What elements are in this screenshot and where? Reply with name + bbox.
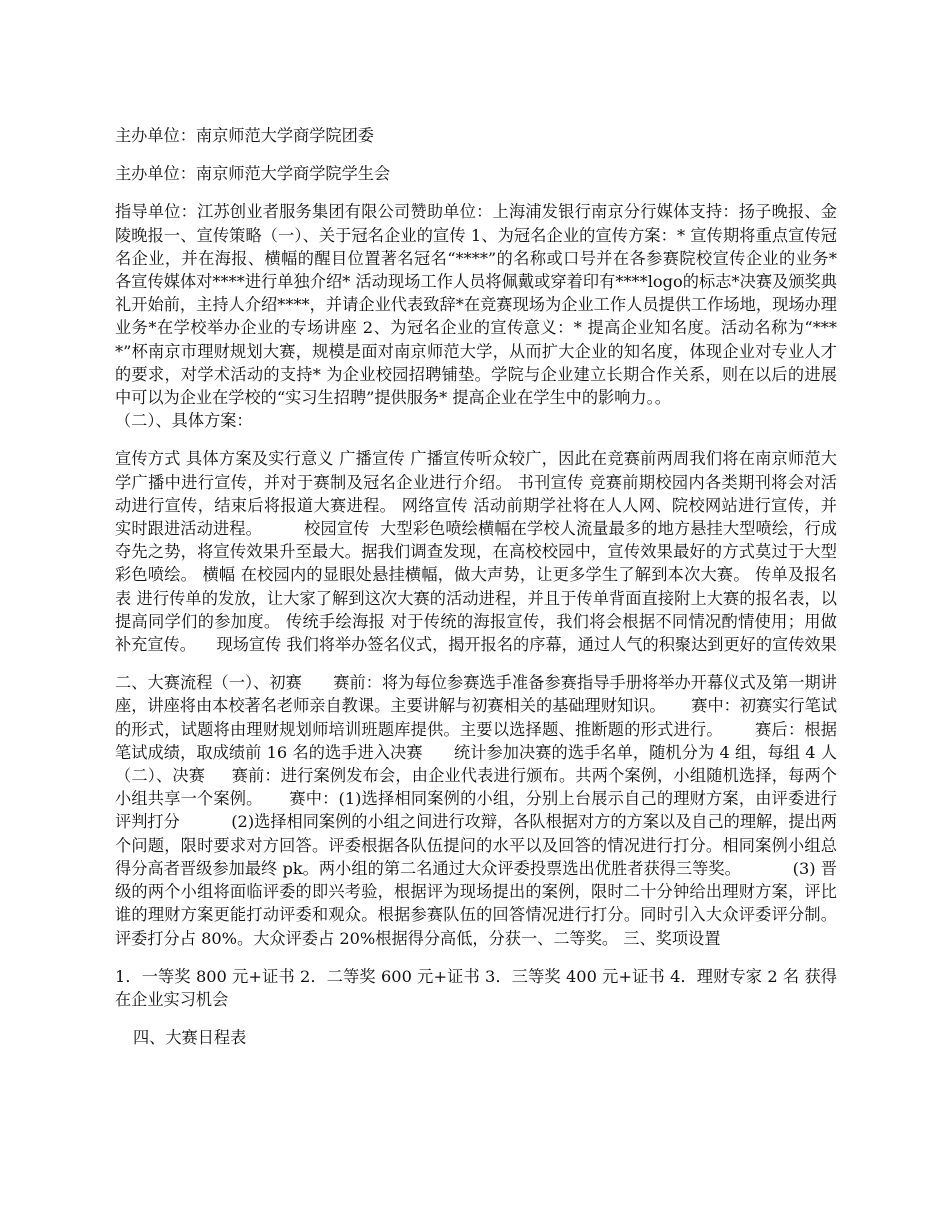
organizer-line-2: 主办单位：南京师范大学商学院学生会 bbox=[115, 164, 391, 184]
competition-process-paragraph: 二、大赛流程（一）、初赛 赛前：将为每位参赛选手准备参赛指导手册将举办开幕仪式及第一期讲座，讲座将由本校著名老师亲自教课。主要讲解与初赛相关的基础理财知识。 赛中：初赛实行笔试的形式，试题将由理财规划师培训班题库提供。主要以选择题、推断题的形式进行。 赛后：根据笔试成绩，取成绩前 16 名的选手进入决赛 统计参加决赛的选手名单，随机分为 4 组，每组 4 人（二）、决赛 赛前：进行案例发布会，由企业代表进行颁布。共两个案例，小组随机选择，每两个小组共享一个案例。 赛中：(1)选择相同案例的小组，分别上台展示自己的理财方案，由评委进行评判打分 (2)选择相同案例的小组之间进行攻辩，各队根据对方的方案以及自己的理解，提出两个问题，限时要求对方回答。评委根据各队伍提问的水平以及回答的情况进行打分。相同案例小组总得分高者晋级参加最终 pk。两小组的第二名通过大众评委投票选出优胜者获得三等奖。 (3) 晋级的两个小组将面临评委的即兴考验，根据评为现场提出的案例，限时二十分钟给出理财方案，评比谁的理财方案更能打动评委和观众。根据参赛队伍的回答情况进行打分。同时引入大众评委评分制。评委打分占 80%。大众评委占 20%根据得分高低，分获一、二等奖。 三、奖项设置 bbox=[115, 673, 837, 948]
awards-paragraph: 1．一等奖 800 元+证书 2．二等奖 600 元+证书 3．三等奖 400 元+证书 4．理财专家 2 名 获得在企业实习机会 bbox=[115, 966, 837, 1009]
schedule-heading: 四、大赛日程表 bbox=[133, 1028, 247, 1048]
organizer-line-1: 主办单位：南京师范大学商学院团委 bbox=[115, 126, 374, 145]
specific-plan-heading: （二）、具体方案： bbox=[115, 411, 253, 431]
sponsor-and-strategy-paragraph: 指导单位：江苏创业者服务集团有限公司赞助单位：上海浦发银行南京分行媒体支持：扬子晚报、金陵晚报一、宣传策略（一）、关于冠名企业的宣传 1、为冠名企业的宣传方案：* 宣传期将重点宣传冠名企业，并在海报、横幅的醒目位置著名冠名“****”的名称或口号并在各参赛院校宣传企业的业务* 各宣传媒体对****进行单独介绍* 活动现场工作人员将佩戴或穿着印有****logo的标志*决赛及颁奖典礼开始前，主持人介绍****，并请企业代表致辞*在竞赛现场为企业工作人员提供工作场地，现场办理业务*在学校举办企业的专场讲座 2、为冠名企业的宣传意义：* 提高企业知名度。活动名称为“****”杯南京市理财规划大赛，规模是面对南京师范大学，从而扩大企业的知名度，体现企业对专业人才的要求，对学术活动的支持* 为企业校园招聘铺垫。学院与企业建立长期合作关系，则在以后的进展中可以为企业在学校的“实习生招聘”提供服务* 提高企业在学生中的影响力。。 bbox=[115, 202, 843, 408]
document-page bbox=[115, 124, 843, 1049]
publicity-methods-paragraph: 宣传方式 具体方案及实行意义 广播宣传 广播宣传听众较广，因此在竞赛前两周我们将在南京师范大学广播中进行宣传，并对于赛制及冠名企业进行介绍。 书刊宣传 竞赛前期校园内各类期刊将会对活动进行宣传，结束后将报道大赛进程。 网络宣传 活动前期学社将在人人网、院校网站进行宣传，并实时跟进活动进程。 校园宣传 大型彩色喷绘横幅在学校人流量最多的地方悬挂大型喷绘，行成夺先之势，将宣传效果升至最大。据我们调查发现，在高校校园中，宣传效果最好的方式莫过于大型彩色喷绘。 横幅 在校园内的显眼处悬挂横幅，做大声势，让更多学生了解到本次大赛。 传单及报名表 进行传单的发放，让大家了解到这次大赛的活动进程，并且于传单背面直接附上大赛的报名表，以提高同学们的参加度。 传统手绘海报 对于传统的海报宣传，我们将会根据不同情况酌情使用；用做补充宣传。 现场宣传 我们将举办签名仪式，揭开报名的序幕，通过人气的积聚达到更好的宣传效果 bbox=[115, 449, 837, 655]
